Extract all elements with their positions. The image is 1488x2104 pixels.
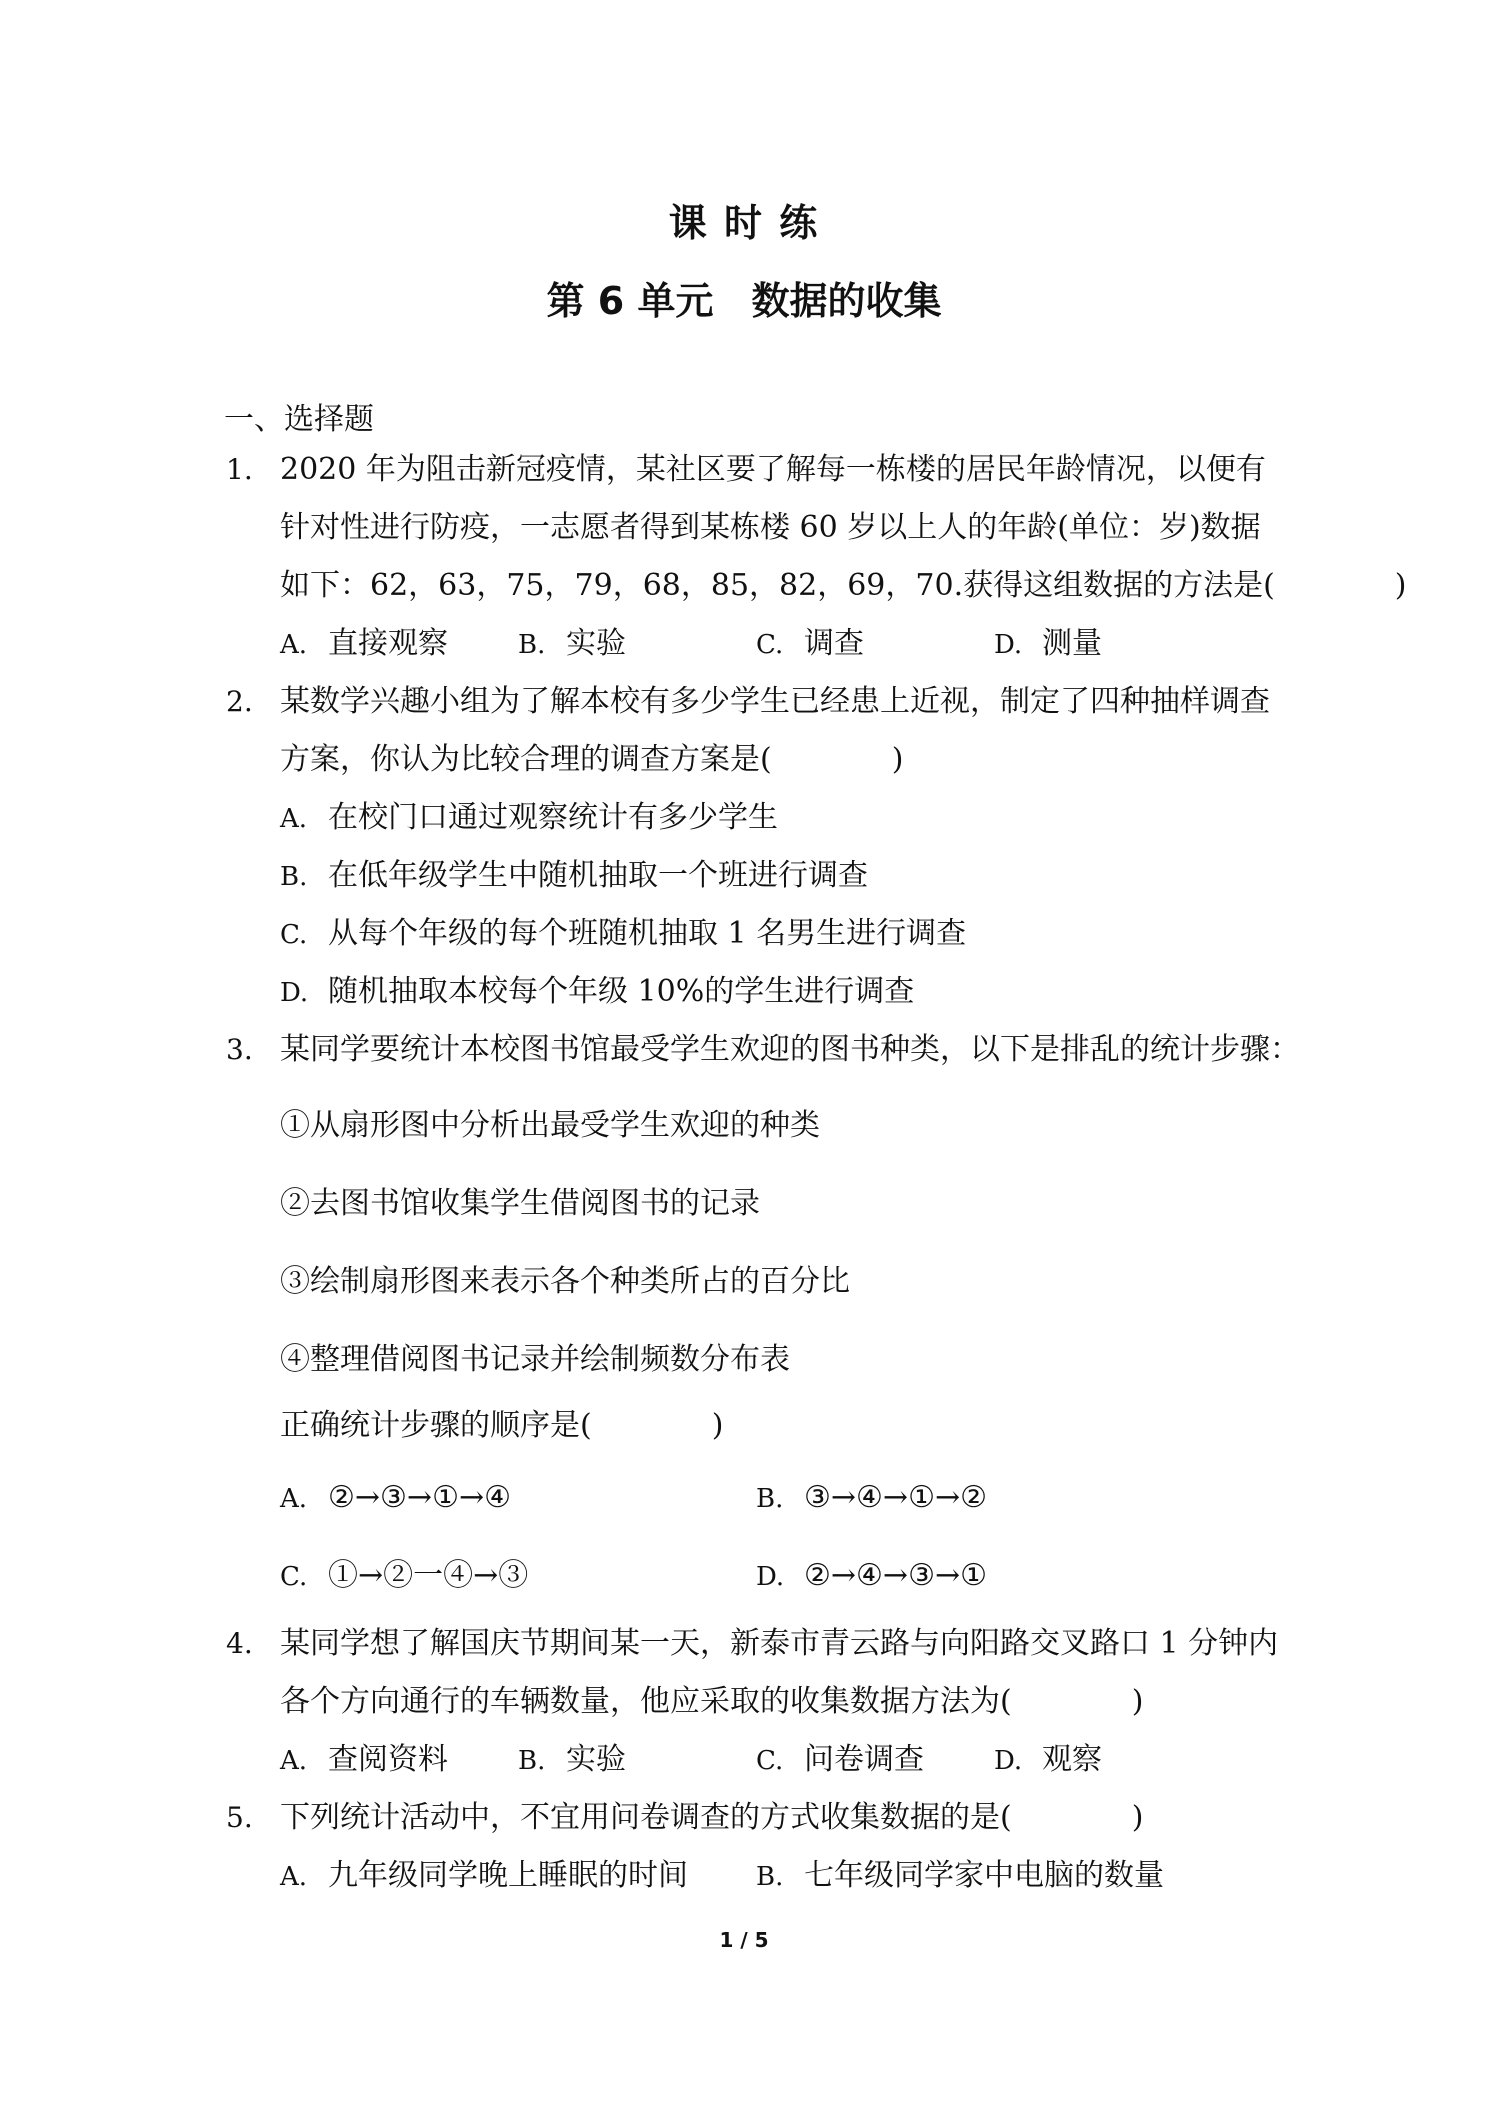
- option-d: [994, 624, 1102, 665]
- option-c: [756, 1740, 924, 1781]
- option-label: C.: [280, 1562, 308, 1592]
- option-d: [280, 972, 914, 1013]
- option-text: 直接观察: [328, 626, 448, 661]
- option-text: ②→④→③→①: [804, 1558, 987, 1593]
- question-text-line: 某同学要统计本校图书馆最受学生欢迎的图书种类，以下是排乱的统计步骤：: [280, 1032, 1300, 1067]
- option-label: D.: [994, 630, 1023, 660]
- option-label: B.: [756, 1862, 784, 1892]
- question-text-line: 下列统计活动中，不宜用问卷调查的方式收集数据的是( ): [280, 1800, 1144, 1835]
- option-label: B.: [518, 630, 546, 660]
- option-b: [518, 624, 626, 665]
- step-item: ③绘制扇形图来表示各个种类所占的百分比: [280, 1264, 850, 1299]
- page-number: 1 / 5: [719, 1928, 769, 1952]
- option-label: A.: [280, 1862, 308, 1892]
- option-b: [756, 1856, 1164, 1897]
- option-b: [756, 1478, 987, 1519]
- option-label: C.: [756, 630, 784, 660]
- section-heading: 一、选择题: [224, 402, 374, 437]
- question-text-line: 某数学兴趣小组为了解本校有多少学生已经患上近视，制定了四种抽样调查: [280, 684, 1270, 719]
- option-d: [994, 1740, 1102, 1781]
- page-subtitle: 第 6 单元 数据的收集: [546, 279, 942, 323]
- option-b: [518, 1740, 626, 1781]
- option-a: [280, 1740, 448, 1781]
- question-number: 3.: [226, 1033, 253, 1066]
- question-number: 1.: [226, 453, 253, 486]
- option-a: [280, 1478, 511, 1519]
- option-a: [280, 798, 778, 839]
- option-label: B.: [756, 1484, 784, 1514]
- step-item: ④整理借阅图书记录并绘制频数分布表: [280, 1342, 790, 1377]
- question-prompt: 正确统计步骤的顺序是( ): [280, 1408, 724, 1443]
- option-text: 观察: [1042, 1742, 1102, 1777]
- question-text-line: 针对性进行防疫，一志愿者得到某栋楼 60 岁以上人的年龄(单位：岁)数据: [280, 510, 1261, 545]
- option-label: B.: [518, 1746, 546, 1776]
- option-label: C.: [756, 1746, 784, 1776]
- option-a: [280, 624, 448, 665]
- option-text: 在低年级学生中随机抽取一个班进行调查: [328, 858, 868, 893]
- option-text: 在校门口通过观察统计有多少学生: [328, 800, 778, 835]
- option-a: [280, 1856, 688, 1897]
- option-text: ②→③→①→④: [328, 1480, 511, 1515]
- question-text-line: 如下：62，63，75，79，68，85，82，69，70.获得这组数据的方法是( ): [280, 568, 1407, 603]
- option-label: A.: [280, 804, 308, 834]
- option-c: [280, 1556, 528, 1597]
- option-text: 随机抽取本校每个年级 10%的学生进行调查: [328, 974, 915, 1009]
- question-text-line: 各个方向通行的车辆数量，他应采取的收集数据方法为( ): [280, 1684, 1144, 1719]
- option-label: B.: [280, 862, 308, 892]
- question-text-line: 方案，你认为比较合理的调查方案是( ): [280, 742, 904, 777]
- step-item: ②去图书馆收集学生借阅图书的记录: [280, 1186, 760, 1221]
- option-c: [280, 914, 966, 955]
- option-text: 测量: [1042, 626, 1102, 661]
- option-text: 查阅资料: [328, 1742, 448, 1777]
- option-text: 实验: [566, 626, 626, 661]
- option-text: ①→②一④→③: [328, 1558, 529, 1593]
- option-text: 九年级同学晚上睡眠的时间: [328, 1858, 688, 1893]
- step-item: ①从扇形图中分析出最受学生欢迎的种类: [280, 1108, 820, 1143]
- option-label: A.: [280, 1484, 308, 1514]
- option-label: D.: [994, 1746, 1023, 1776]
- question-number: 4.: [226, 1627, 253, 1660]
- option-label: D.: [280, 978, 309, 1008]
- option-text: 七年级同学家中电脑的数量: [804, 1858, 1164, 1893]
- question-text-line: 2020 年为阻击新冠疫情，某社区要了解每一栋楼的居民年龄情况，以便有: [280, 452, 1266, 487]
- option-text: 实验: [566, 1742, 626, 1777]
- option-label: A.: [280, 630, 308, 660]
- option-c: [756, 624, 864, 665]
- option-label: A.: [280, 1746, 308, 1776]
- option-text: 调查: [804, 626, 864, 661]
- question-number: 5.: [226, 1801, 253, 1834]
- option-text: 从每个年级的每个班随机抽取 1 名男生进行调查: [328, 916, 967, 951]
- question-number: 2.: [226, 685, 253, 718]
- option-text: ③→④→①→②: [804, 1480, 987, 1515]
- question-text-line: 某同学想了解国庆节期间某一天，新泰市青云路与向阳路交叉路口 1 分钟内: [280, 1626, 1279, 1661]
- option-text: 问卷调查: [804, 1742, 924, 1777]
- option-label: D.: [756, 1562, 785, 1592]
- option-d: [756, 1556, 987, 1597]
- option-b: [280, 856, 868, 897]
- page-title: 课 时 练: [668, 201, 820, 245]
- option-label: C.: [280, 920, 308, 950]
